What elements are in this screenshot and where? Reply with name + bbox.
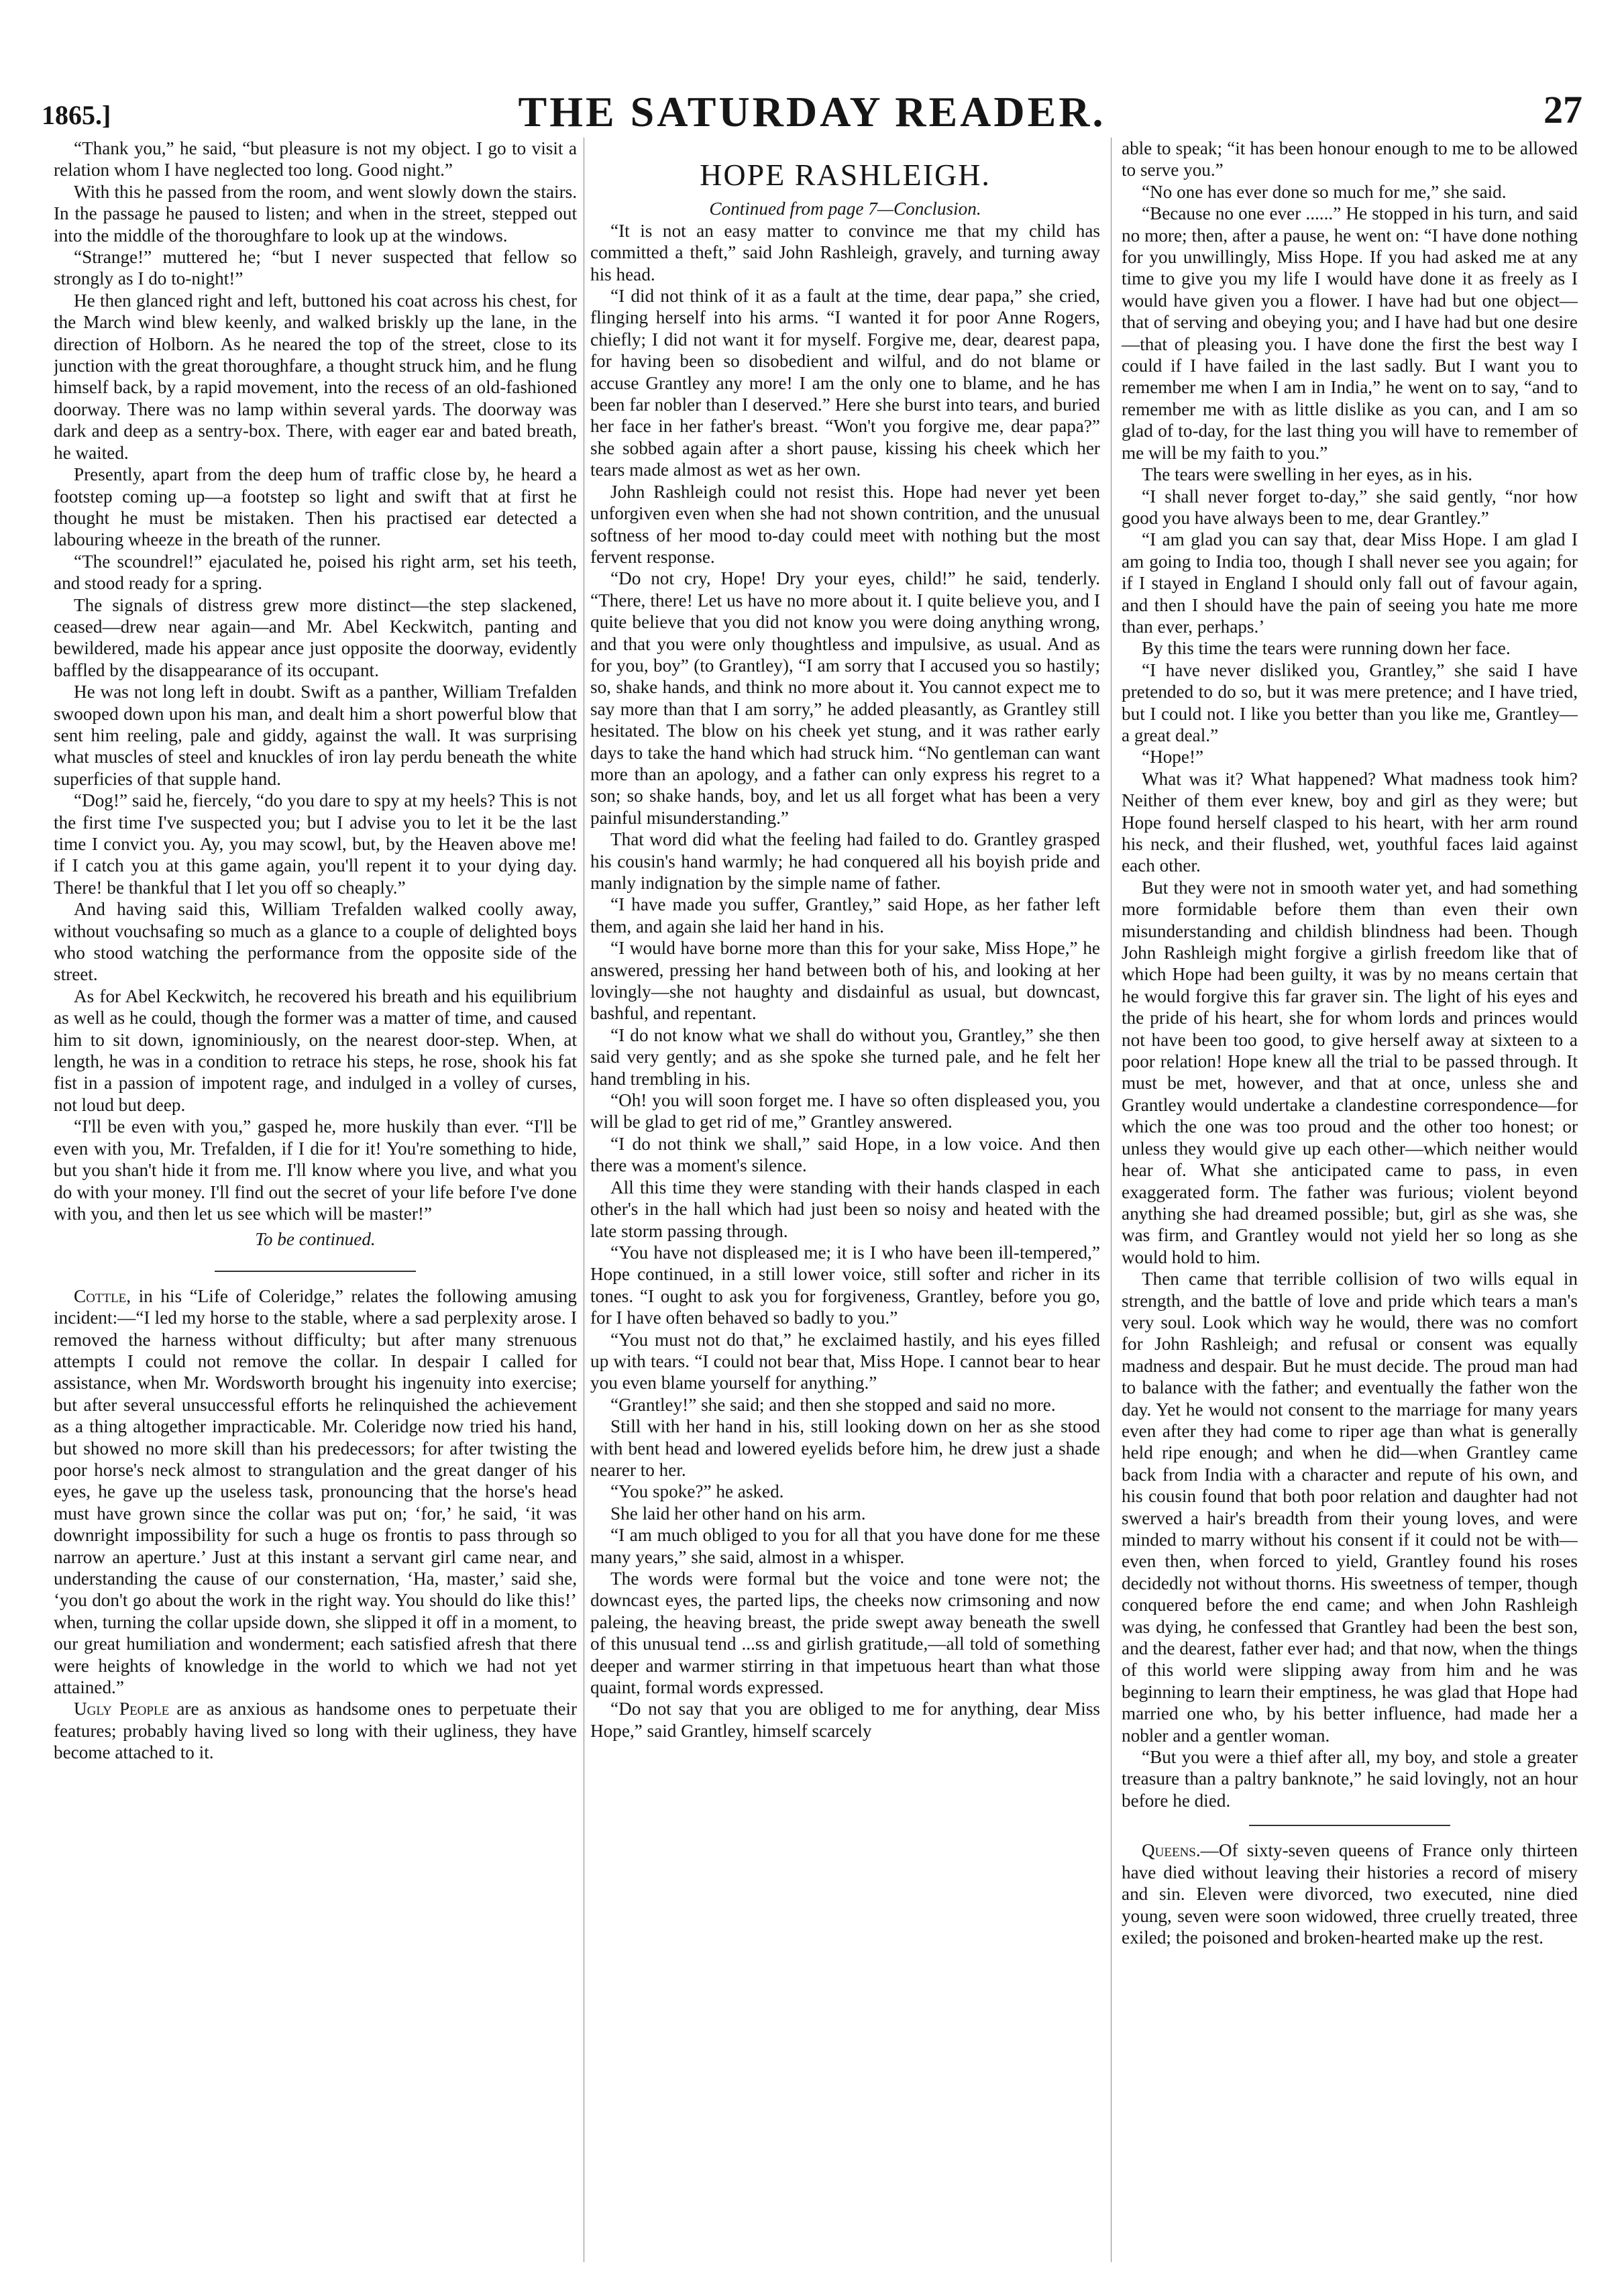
paragraph: “I shall never forget to-day,” she said gently, “nor how good you have always been to me, dear Grantley.” (1122, 486, 1578, 528)
anecdote-text: —Of sixty-seven queens of France only thirteen have died without leaving their histories a record of misery and sin. Eleven were divorced, two executed, nine died young, seven were soon widowed, three cruelly treated, three exiled; the poisoned and broken-hearted make up the rest. (1122, 1840, 1578, 1948)
column-1 (54, 138, 577, 2269)
paragraph: She laid her other hand on his arm. (610, 1503, 866, 1524)
article-title: HOPE RASHLEIGH. (700, 158, 991, 192)
page-number: 27 (1544, 88, 1582, 131)
paragraph: All this time they were standing with their hands clasped in each other's in the hall which had just been so noisy and heated with the late storm passing through. (590, 1177, 1100, 1241)
issue-date: 1865.] (42, 100, 111, 130)
paragraph: “I do not know what we shall do without you, Grantley,” she then said very gently; and as she spoke she turned pale, and he felt her hand trembling in his. (590, 1024, 1100, 1089)
paragraph: “I have never disliked you, Grantley,” she said I have pretended to do so, but it was mere pretence; and I have tried, but I could not. I like you better than you like me, Grantley—a great deal.” (1122, 659, 1578, 745)
paragraph: He was not long left in doubt. Swift as a panther, William Trefalden swooped down upon his man, and dealt him a short powerful blow that sent him reeling, pale and giddy, against the wall. It was surprising what muscles of steel and knuckles of iron lay perdu beneath the white superficies of that supple hand. (54, 682, 577, 789)
paragraph: “You spoke?” he asked. (610, 1481, 784, 1502)
paragraph: “Do not say that you are obliged to me for anything, dear Miss Hope,” said Grantley, himself scarcely (590, 1699, 1100, 1741)
paragraph: Presently, apart from the deep hum of traffic close by, he heard a footstep coming up—a footstep so light and swift that at first he thought he must be mistaken. Then his practised ear detected a labouring wheeze in the breath of the runner. (54, 464, 577, 550)
column-rule-2 (1111, 138, 1112, 2262)
paragraph: “No one has ever done so much for me,” she said. (1142, 181, 1507, 202)
paragraph: John Rashleigh could not resist this. Hope had never yet been unforgiven even when she had not shown contrition, and the unusual softness of her mood to-day could meet with nothing but the most fervent response. (590, 481, 1100, 567)
paragraph: What was it? What happened? What madness took him? Neither of them ever knew, boy and girl as they were; but Hope found herself clasped to his heart, with her arm round his neck, and their flushed, wet, youthful faces laid against each other. (1122, 768, 1578, 876)
paragraph: “Grantley!” she said; and then she stopped and said no more. (610, 1394, 1056, 1415)
paragraph: “Strange!” muttered he; “but I never suspected that fellow so strongly as I do to-night!” (54, 247, 577, 289)
anecdote-ugly-people (54, 1698, 577, 1763)
paragraph: “Oh! you will soon forget me. I have so often displeased you, you will be glad to get rid of me,” Grantley answered. (590, 1090, 1100, 1132)
paragraph: “You have not displeased me; it is I who have been ill-tempered,” Hope continued, in a still lower voice, still softer and richer in its tones. “I ought to ask you for forgiveness, Grantley, before you go, for I have often behaved so badly to you.” (590, 1242, 1100, 1328)
paragraph: That word did what the feeling had failed to do. Grantley grasped his cousin's hand warmly; he had conquered all his boyish pride and manly indignation by the simple name of father. (590, 829, 1100, 893)
paragraph: “Hope!” (1142, 747, 1204, 767)
paragraph: able to speak; “it has been honour enough to me to be allowed to serve you.” (1122, 138, 1578, 180)
paragraph: By this time the tears were running down her face. (1142, 638, 1511, 659)
paragraph: “Because no one ever ......” He stopped in his turn, and said no more; then, after a pause, he went on: “I have done nothing for you unwillingly, Miss Hope. If you had asked me at any time to give you my life I would have done it as freely as I would have given you a flower. I have had but one object—that of serving and obeying you; and I have had but one desire—that of pleasing you. I have done the first the best way I could if I have failed in the last sadly. But I want you to remember me when I am in India,” he went on to say, “and to remember me with as little dislike as you can, and I am so glad of to-day, for the last thing you will have to remember of me will be my faith to you.” (1122, 203, 1578, 463)
paragraph: “Dog!” said he, fiercely, “do you dare to spy at my heels? This is not the first time I've suspected you; but I advise you to let it be the last time I convict you. Ay, you may scowl, but, by the Heaven above me! if I catch you at this game again, you'll repent it to your dying day. There! be thankful that I let you off so cheaply.” (54, 790, 577, 898)
paragraph: “The scoundrel!” ejaculated he, poised his right arm, set his teeth, and stood ready for a spring. (54, 551, 577, 594)
paragraph: Then came that terrible collision of two wills equal in strength, and the battle of love and pride which tears a man's very soul. Look which way he would, there was no comfort for John Rashleigh; and refusal or consent was equally madness and despair. But he must decide. The proud man had to balance with the father; and eventually the father won the day. Yet he would not consent to the marriage for many years even after they had come to riper age than what is generally held ripe enough; and when he did—when Grantley came back from India with a character and repute of his own, and his cousin found that both poor relation and daughter had not swerved a hair's breadth from their young loves, and were minded to marry without his consent if it could not be with—even then, when forced to yield, Grantley found his roses decidedly not without thorns. His sweetness of temper, though conquered before the end came; and when John Rashleigh was dying, he confessed that Grantley had been the best son, and the dearest, father ever had; and that now, when the things of this world were slipping away from him and he was beginning to learn their emptiness, he was glad that Hope had married one who, by his better influence, had made her a nobler and a gentler woman. (1122, 1269, 1578, 1746)
anecdote-text: are as anxious as handsome ones to perpetuate their features; probably having lived so long with their ugliness, they have become attached to it. (54, 1699, 577, 1763)
column-3 (1122, 138, 1578, 2269)
paragraph: But they were not in smooth water yet, and had something more formidable before them than even their own misunderstanding and childish blindness had been. Though John Rashleigh might forgive a girlish freedom like that of which Hope had been guilty, it was by no means certain that he would forgive this far graver sin. The light of his eyes and the pride of his heart, she for whom lords and princes would not have been too good, to give herself away at sixteen to a poor relation! Hope knew all the trial to be passed through. It must be met, however, and that at once, unless she and Grantley would undertake a clandestine correspondence—for which the one was too proud and the other too honest; or unless they would give up each other—which neither would hear of. What she anticipated came to pass, in even exaggerated form. The father was furious; violent beyond anything she had dreamed possible; but, girl as she was, she was firm, and Grantley would not yield her so long as she would hold to him. (1122, 877, 1578, 1267)
continued-note: Continued from page 7—Conclusion. (709, 199, 981, 219)
paragraph: The tears were swelling in her eyes, as in his. (1142, 464, 1472, 485)
anecdote-queens (1122, 1840, 1578, 1948)
paragraph: The signals of distress grew more distinct—the step slackened, ceased—drew near again—and Mr. Abel Keckwitch, panting and bewildered, made his appear ance just opposite the doorway, evidently baffled by the disappearance of its occupant. (54, 594, 577, 680)
paragraph: “I am glad you can say that, dear Miss Hope. I am glad I am going to India too, though I shall never see you again; for if I stayed in England I should only fall out of favour again, and then I should have the pain of seeing you hate me more than ever, perhaps.’ (1122, 529, 1578, 637)
anecdote-text: in his “Life of Coleridge,” relates the following amusing incident:—“I led my horse to the stable, where a sad perplexity arose. I removed the harness without difficulty; but after many strenuous attempts I could not remove the collar. In despair I called for assistance, when Mr. Wordsworth brought his ingenuity into exercise; but after several unsuccessful efforts he relinquished the achievement as a thing altogether impracticable. Mr. Coleridge now tried his hand, but showed no more skill than his predecessors; for after twisting the poor horse's neck almost to strangulation and the great danger of his eyes, he gave up the useless task, pronouncing that the horse's head must have grown since the collar was put on; ‘for,’ he said, ‘it was downright impossibility for such a huge os frontis to pass through so narrow an aperture.’ Just at this instant a servant girl came near, and understanding the cause of our consternation, ‘Ha, master,’ said she, ‘you don't go about the work in the right way. You should do like this!’ when, turning the collar upside down, she slipped it off in a moment, to our great humiliation and wonderment; each satisfied afresh that there were heights of knowledge in the world to which we had not yet attained.” (54, 1285, 577, 1698)
masthead-title: THE SATURDAY READER. (518, 88, 1106, 136)
paragraph: “But you were a thief after all, my boy, and stole a greater treasure than a paltry banknote,” he said lovingly, not an hour before he died. (1122, 1747, 1578, 1811)
anecdote-lead: Cottle, (74, 1285, 131, 1306)
paragraph: “It is not an easy matter to convince me that my child has committed a theft,” said John Rashleigh, gravely, and turning away his head. (590, 220, 1100, 284)
anecdote-lead: Queens. (1142, 1840, 1201, 1861)
to-be-continued: To be continued. (255, 1229, 376, 1250)
paragraph: “I do not think we shall,” said Hope, in a low voice. And then there was a moment's silence. (590, 1133, 1100, 1176)
column-2 (590, 138, 1100, 2269)
paragraph: “Do not cry, Hope! Dry your eyes, child!” he said, tenderly. “There, there! Let us have no more about it. I quite believe you, and I quite believe that you did not know you were doing anything wrong, and that you were only thoughtless and impulsive, as usual. And as for you, boy” (to Grantley), “I am sorry that I accused you so hastily; so, shake hands, and think no more about it. You cannot expect me to say more than that I am sorry,” he added pleasantly, as Grantley still hesitated. The blow on his cheek yet stung, and it was rather early days to take the hand which had struck him. “No gentleman can want more than an apology, and a father can only express his regret to a son; so shake hands, boy, and let us all forget what has been a very painful misunderstanding.” (590, 568, 1100, 828)
paragraph: “I am much obliged to you for all that you have done for me these many years,” she said, almost in a whisper. (590, 1525, 1100, 1567)
paragraph: The words were formal but the voice and tone were not; the downcast eyes, the parted lips, the cheeks now crimsoning and now paleing, the heaving breast, the pride swept away beneath the swell of this unusual tend ...ss and girlish gratitude,—all told of something deeper and warmer stirring in that impetuous heart than what those quaint, formal words expressed. (590, 1568, 1100, 1698)
paragraph: Still with her hand in his, still looking down on her as she stood with bent head and lowered eyelids before him, he drew just a shade nearer to her. (590, 1416, 1100, 1480)
paragraph: He then glanced right and left, buttoned his coat across his chest, for the March wind blew keenly, and walked briskly up the lane, in the direction of Holborn. As he neared the top of the street, close to its junction with the great thoroughfare, a thought struck him, and he flung himself back, by a rapid movement, into the recess of an old-fashioned doorway. There was no lamp within several yards. The doorway was dark and deep as a sentry-box. There, with eager ear and bated breath, he waited. (54, 290, 577, 463)
paragraph: With this he passed from the room, and went slowly down the stairs. In the passage he paused to listen; and when in the street, stepped out into the middle of the thoroughfare to look up at the windows. (54, 181, 577, 246)
anecdote-lead: Ugly People (74, 1699, 170, 1719)
paragraph: “You must not do that,” he exclaimed hastily, and his eyes filled up with tears. “I could not bear that, Miss Hope. I cannot bear to hear you even blame yourself for anything.” (590, 1329, 1100, 1393)
section-rule (215, 1271, 416, 1272)
anecdote-cottle (54, 1285, 577, 1699)
paragraph: “I have made you suffer, Grantley,” said Hope, as her father left them, and again she laid her hand in his. (590, 894, 1100, 937)
paragraph: “I did not think of it as a fault at the time, dear papa,” she cried, flinging herself into his arms. “I wanted it for poor Anne Rogers, chiefly; I did not want it for myself. Forgive me, dear, dearest papa, for having been so disobedient and wilful, and do not blame or accuse Grantley any more! I am the only one to blame, and he has been far nobler than I deserved.” Here she burst into tears, and buried her face in her father's breast. “Won't you forgive me, dear papa?” she sobbed again after a short pause, kissing his cheek which her tears made almost as wet as her own. (590, 286, 1100, 480)
page-header (0, 0, 1624, 136)
paragraph: “Thank you,” he said, “but pleasure is not my object. I go to visit a relation whom I have neglected too long. Good night.” (54, 138, 577, 180)
section-rule (1249, 1825, 1450, 1826)
paragraph: “I would have borne more than this for your sake, Miss Hope,” he answered, pressing her hand between both of his, and looking at her lovingly—she not haughty and disdainful as usual, but downcast, bashful, and repentant. (590, 938, 1100, 1024)
paragraph: And having said this, William Trefalden walked coolly away, without vouchsafing so much as a glance to a couple of delighted boys who stood watching the performance from the opposite side of the street. (54, 899, 577, 985)
paragraph: “I'll be even with you,” gasped he, more huskily than ever. “I'll be even with you, Mr. Trefalden, if I die for it! You're something to hide, but you shan't hide it from me. I'll know where you live, and what you do with your money. I'll find out the secret of your life before I've done with you, and then let us see which will be master!” (54, 1116, 577, 1224)
paragraph: As for Abel Keckwitch, he recovered his breath and his equilibrium as well as he could, though the former was a matter of time, and caused him to sit down, ignominiously, on the nearest door-step. When, at length, he was in a condition to retrace his steps, he rose, shook his fat fist in a passion of impotent rage, and indulged in a volley of curses, not loud but deep. (54, 986, 577, 1115)
